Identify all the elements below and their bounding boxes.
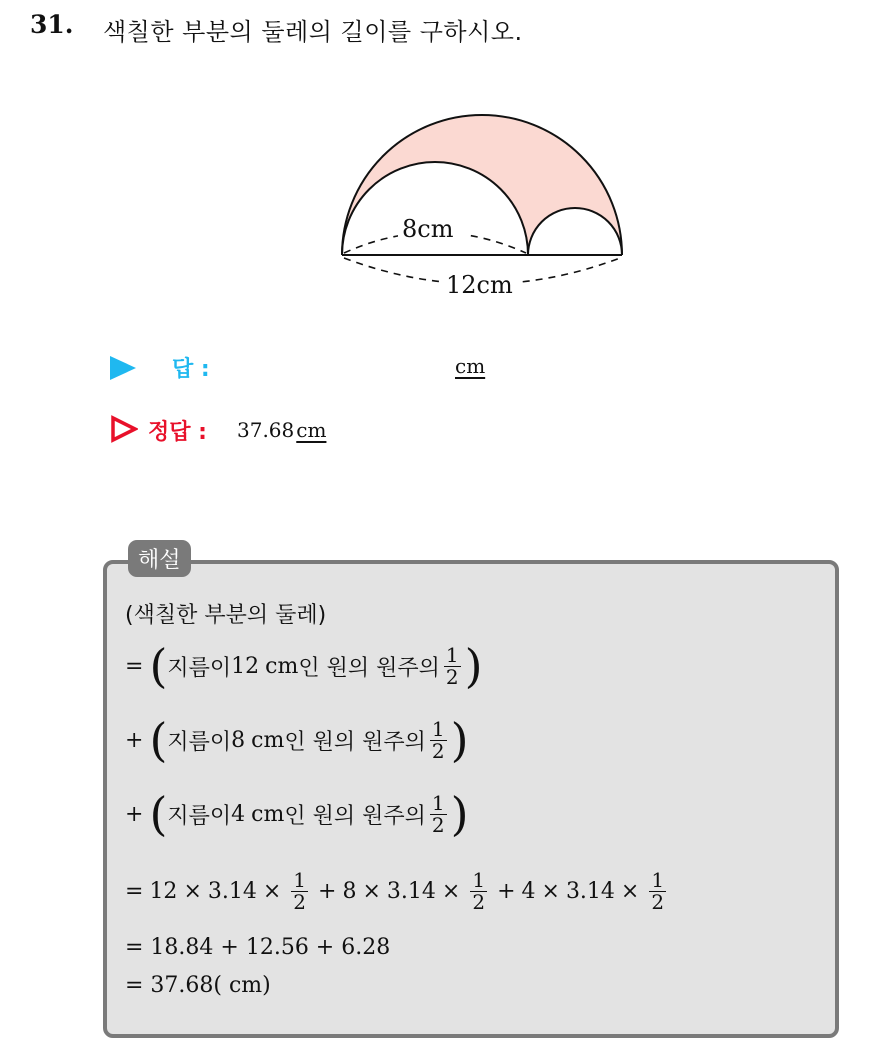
- solution-line-1: [125, 639, 483, 693]
- line1-text-b: 인 원의 원주의: [298, 655, 440, 681]
- fraction-half: $\frac{1}{2}$: [651, 868, 665, 914]
- answer-input-unit[interactable]: cm: [455, 354, 486, 378]
- close-paren: ): [450, 713, 469, 767]
- close-paren: ): [450, 787, 469, 841]
- calc-c: 4: [521, 879, 536, 904]
- times-sign: ×: [441, 879, 461, 904]
- solution-sum-line: [125, 935, 390, 960]
- close-paren: ): [464, 639, 483, 693]
- plus-sign: +: [125, 727, 144, 753]
- answer-prompt-label: 답 :: [172, 357, 210, 382]
- line1-number: 12: [231, 653, 260, 679]
- correct-answer-value: [237, 418, 326, 442]
- pi-value: 3.14: [565, 879, 615, 904]
- equals-sign: =: [125, 879, 144, 904]
- solution-calc-line: [125, 870, 670, 913]
- plus-sign: +: [497, 879, 516, 904]
- pi-value: 3.14: [386, 879, 436, 904]
- solution-tag: 해설: [128, 540, 191, 577]
- sum-line-text: = 18.84 + 12.56 + 6.28: [125, 935, 391, 960]
- open-paren: (: [149, 639, 168, 693]
- pi-value: 3.14: [207, 879, 257, 904]
- line2-text-b: 인 원의 원주의: [284, 729, 426, 755]
- outline-triangle-icon: [110, 415, 138, 443]
- line2-number: 8: [231, 727, 246, 753]
- times-sign: ×: [183, 879, 202, 904]
- correct-answer-number: 37.68: [237, 418, 295, 442]
- line3-text-b: 인 원의 원주의: [284, 803, 426, 829]
- play-triangle-icon: [110, 356, 136, 380]
- open-paren: (: [149, 713, 168, 767]
- solution-heading: [125, 598, 326, 629]
- correct-answer-unit: cm: [296, 418, 327, 442]
- times-sign: ×: [620, 879, 640, 904]
- calc-a: 12: [149, 879, 178, 904]
- label-12cm: 12cm: [446, 271, 513, 299]
- line1-unit: cm: [265, 653, 299, 679]
- solution-line-2: [125, 713, 469, 767]
- semicircle-figure: [330, 100, 640, 310]
- times-sign: ×: [262, 879, 282, 904]
- line2-text-a: 지름이: [167, 729, 232, 755]
- line3-number: 4: [231, 801, 246, 827]
- label-8cm: 8cm: [402, 215, 454, 243]
- times-sign: ×: [362, 879, 381, 904]
- line3-unit: cm: [251, 801, 285, 827]
- solution-final-line: [125, 973, 271, 998]
- fraction-half: $\frac{1}{2}$: [472, 868, 486, 914]
- correct-answer-label: 정답 :: [148, 420, 207, 445]
- fraction-half: $\frac{1}{2}$: [293, 868, 307, 914]
- open-paren: (: [149, 787, 168, 841]
- final-line-text: = 37.68( cm): [125, 973, 271, 998]
- fraction-half: $\frac{1}{2}$: [445, 642, 459, 689]
- fraction-half: $\frac{1}{2}$: [431, 790, 445, 837]
- plus-sign: +: [318, 879, 337, 904]
- shaded-region: [342, 115, 622, 255]
- solution-line-3: [125, 787, 469, 841]
- line1-text-a: 지름이: [167, 655, 232, 681]
- calc-b: 8: [342, 879, 357, 904]
- solution-heading-text: (색칠한 부분의 둘레): [125, 603, 327, 628]
- line3-text-a: 지름이: [167, 803, 232, 829]
- fraction-half: $\frac{1}{2}$: [431, 716, 445, 763]
- question-text: 색칠한 부분의 둘레의 길이를 구하시오.: [103, 18, 523, 46]
- plus-sign: +: [125, 801, 144, 827]
- line2-unit: cm: [251, 727, 285, 753]
- equals-sign: =: [125, 653, 144, 679]
- question-number: 31.: [30, 10, 74, 39]
- times-sign: ×: [541, 879, 560, 904]
